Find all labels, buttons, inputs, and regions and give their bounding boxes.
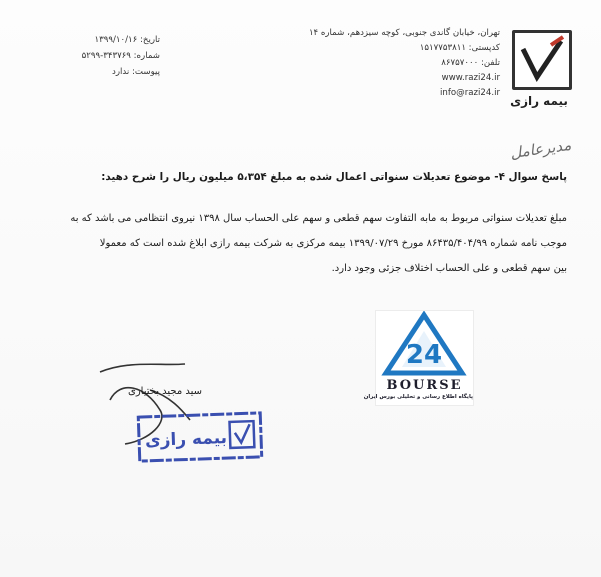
logo-check-icon — [512, 30, 572, 90]
company-name: بیمه رازی — [510, 94, 568, 108]
postal-code: کدپستی: ۱۵۱۷۷۵۳۸۱۱ — [419, 43, 500, 53]
email-link[interactable]: info@razi24.ir — [440, 88, 500, 98]
bourse24-watermark — [363, 311, 473, 405]
handwritten-note: مدیرعامل — [509, 135, 573, 163]
letter-date: تاریخ: ۱۳۹۹/۱۰/۱۶ — [94, 35, 160, 45]
letter-attachment: پیوست: ندارد — [112, 67, 160, 77]
answer-line: مبلغ تعدیلات سنواتی مربوط به مابه التفاوت سهم قطعی و سهم علی الحساب سال ۱۳۹۸ نیروی انتظامی می باشد که به — [70, 213, 567, 224]
signer-name: سید مجید بختیاری — [128, 386, 203, 397]
answer-heading: پاسخ سوال ۴- موضوع تعدیلات سنواتی اعمال شده به مبلغ ۵،۳۵۴ میلیون ریال را شرح دهید: — [101, 171, 567, 183]
answer-line: موجب نامه شماره ۸۶۴۳۵/۴۰۴/۹۹ مورخ ۱۳۹۹/۰۷/۲۹ بیمه مرکزی به شرکت بیمه رازی ابلاغ شده است که معمولا — [99, 238, 567, 249]
answer-line: بین سهم قطعی و علی الحساب اختلاف جزئی وجود دارد. — [331, 263, 567, 274]
answer-body — [27, 206, 567, 281]
phone: تلفن: ۸۶۷۵۷۰۰۰ — [441, 58, 500, 68]
bourse24-logo-icon — [376, 311, 473, 377]
company-logo — [508, 30, 570, 108]
address-line: تهران، خیابان گاندی جنوبی، کوچه سیزدهم، شماره ۱۴ — [308, 28, 500, 38]
logo-numeral: 24 — [405, 340, 443, 370]
stamp-text: بیمه رازی — [144, 428, 228, 451]
address-block — [308, 26, 500, 101]
letter-number: شماره: ۳۴۳۷۶۹-۵۲۹۹ — [81, 51, 160, 61]
watermark-word: BOURSE — [386, 378, 463, 393]
letter-meta — [42, 32, 160, 80]
website-link[interactable]: www.razi24.ir — [441, 73, 500, 83]
company-stamp — [135, 410, 265, 464]
watermark-subtitle: پایگاه اطلاع رسانی و تحلیلی بورس ایران — [363, 394, 473, 400]
